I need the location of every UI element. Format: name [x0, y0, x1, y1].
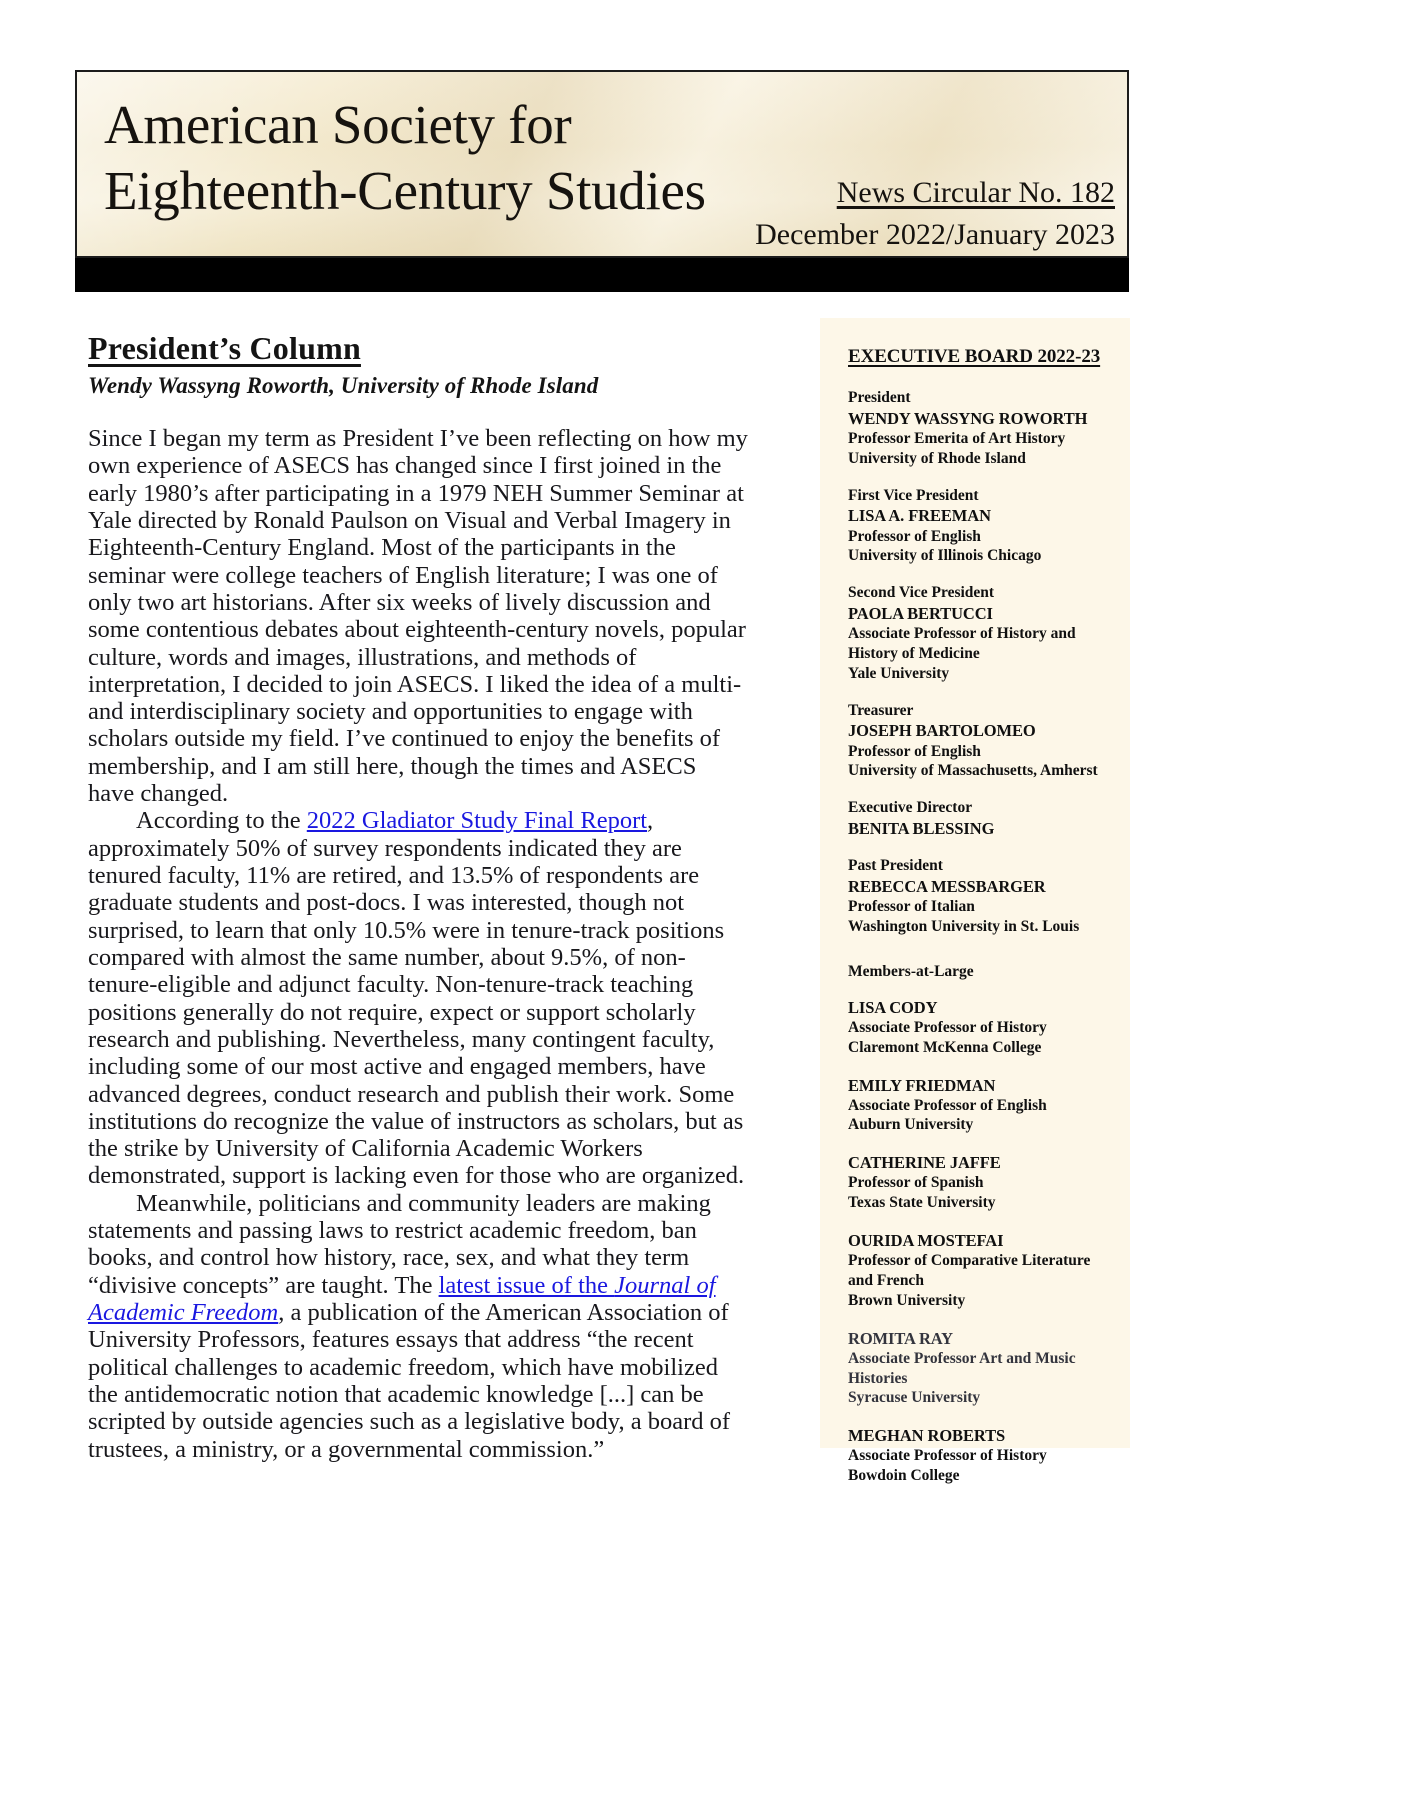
board-member-detail: Bowdoin College — [848, 1467, 960, 1485]
board-member-detail: and French — [848, 1271, 924, 1289]
presidents-column — [88, 330, 748, 1463]
board-entry — [848, 1425, 1110, 1486]
board-entry — [848, 583, 1110, 683]
board-member-detail: History of Medicine — [848, 644, 980, 662]
society-name-line1: American Society for — [104, 94, 572, 155]
board-member-detail: University of Rhode Island — [848, 449, 1026, 467]
board-member-name: REBECCA MESSBARGER — [848, 876, 1046, 896]
board-member-detail: Associate Professor Art and Music — [848, 1349, 1076, 1367]
board-member-name: EMILY FRIEDMAN — [848, 1075, 996, 1095]
board-member-name: OURIDA MOSTEFAI — [848, 1231, 1004, 1251]
board-role: President — [848, 389, 911, 406]
masthead-black-bar — [75, 258, 1129, 292]
board-entry — [848, 701, 1110, 782]
board-member-name: MEGHAN ROBERTS — [848, 1426, 1006, 1446]
board-member-detail: Texas State University — [848, 1194, 996, 1212]
board-entry — [848, 1075, 1110, 1136]
officers-list — [848, 388, 1110, 937]
board-member-detail: Auburn University — [848, 1116, 974, 1134]
society-name-line2: Eighteenth-Century Studies — [104, 160, 706, 221]
link-journal-title: Journal of Academic Freedom — [88, 1271, 716, 1326]
society-name — [104, 92, 844, 224]
board-member-name: WENDY WASSYNG ROWORTH — [848, 408, 1088, 428]
paragraph-3-rest: , a publication of the American Association of University Professors, features essays that address “the recent political challenges to academic freedom, which have mobilized the antidemocratic notion that academic knowledge [...] can be scripted by outside agencies such as a legislative body, a board of trustees, a ministry, or a governmental commission.” — [88, 1299, 731, 1463]
members-at-large-list — [848, 997, 1110, 1486]
board-member-detail: University of Massachusetts, Amherst — [848, 762, 1098, 780]
column-body — [88, 425, 748, 1463]
members-at-large-heading: Members-at-Large — [848, 962, 974, 980]
board-entry — [848, 1230, 1110, 1311]
board-member-name: JOSEPH BARTOLOMEO — [848, 721, 1036, 741]
board-entry — [848, 997, 1110, 1058]
column-byline: Wendy Wassyng Roworth, University of Rhode Island — [88, 373, 599, 398]
executive-board-sidebar — [820, 318, 1130, 1485]
board-member-detail: Syracuse University — [848, 1389, 981, 1407]
paragraph-3-intro: Meanwhile, politicians and community leaders are making statements and passing laws to restrict academic freedom, ban books, and control how history, race, sex, and what they term “divisive concepts” are taught. The — [88, 1189, 711, 1299]
board-member-detail: Professor of Comparative Literature — [848, 1252, 1091, 1270]
board-member-detail: Professor of Italian — [848, 898, 975, 916]
gladiator-study-link[interactable]: 2022 Gladiator Study Final Report — [306, 807, 648, 835]
board-role: First Vice President — [848, 486, 979, 504]
board-entry — [848, 798, 1110, 839]
board-member-detail: Associate Professor of History and — [848, 625, 1076, 643]
board-role: Past President — [848, 857, 943, 875]
board-role: Second Vice President — [848, 584, 995, 602]
board-member-detail: Brown University — [848, 1291, 966, 1309]
board-member-name: PAOLA BERTUCCI — [848, 604, 993, 624]
board-member-detail: Professor Emerita of Art History — [848, 429, 1066, 447]
board-member-detail: Histories — [848, 1369, 908, 1387]
board-member-name: LISA A. FREEMAN — [848, 506, 991, 526]
circular-number: News Circular No. 182 — [836, 176, 1115, 209]
page-title: President’s Column — [88, 330, 361, 366]
board-role: Treasurer — [848, 701, 914, 719]
paragraph-2-intro: According to the — [136, 807, 307, 835]
board-entry — [848, 1328, 1110, 1409]
paragraph-1: Since I began my term as President I’ve been reflecting on how my own experience of ASECS has changed since I first joined in the early 1980’s after participating in a 1979 NEH Summer Seminar at Yale directed by Ronald Paulson on Visual and Verbal Imagery in Eighteenth-Century England. Most of the participants in the seminar were college teachers of English literature; I was one of only two art historians. After six weeks of lively discussion and some contentious debates about eighteenth-century novels, popular culture, words and images, illustrations, and methods of interpretation, I decided to join ASECS. I liked the idea of a multi- and interdisciplinary society and opportunities to engage with scholars outside my field. I’ve continued to enjoy the benefits of membership, and I am still here, though the times and ASECS have changed. — [88, 425, 748, 808]
board-member-detail: Associate Professor of History — [848, 1447, 1047, 1465]
board-member-detail: Associate Professor of English — [848, 1096, 1047, 1114]
paragraph-2-rest: , approximately 50% of survey respondents indicated they are tenured faculty, 11% are retired, and 13.5% of respondents are graduate students and post-docs. I was interested, though not surprised, to learn that only 10.5% were in tenure-track positions compared with almost the same number, about 9.5%, of non-tenure-eligible and adjunct faculty. Non-tenure-track teaching positions generally do not require, expect or support scholarly research and publishing. Nevertheless, many contingent faculty, including some of our most active and engaged members, have advanced degrees, conduct research and publish their work. Some institutions do recognize the value of instructors as scholars, but as the strike by University of California Academic Workers demonstrated, support is lacking even for those who are organized. — [88, 807, 745, 1190]
board-member-detail: Yale University — [848, 664, 950, 682]
masthead-banner — [75, 70, 1129, 258]
board-member-name: CATHERINE JAFFE — [848, 1153, 1001, 1173]
board-member-detail: Associate Professor of History — [848, 1018, 1047, 1036]
paragraph-2 — [88, 807, 748, 1189]
board-member-detail: Washington University in St. Louis — [848, 917, 1080, 935]
board-member-detail: University of Illinois Chicago — [848, 547, 1042, 565]
board-entry — [848, 856, 1110, 937]
board-role: Executive Director — [848, 799, 973, 817]
link-lead-text: latest issue of the — [438, 1271, 615, 1299]
board-member-detail: Claremont McKenna College — [848, 1038, 1042, 1056]
circular-date: December 2022/January 2023 — [755, 217, 1115, 251]
board-member-name: BENITA BLESSING — [848, 819, 995, 839]
sidebar-title: EXECUTIVE BOARD 2022-23 — [848, 346, 1101, 367]
board-entry — [848, 1152, 1110, 1213]
board-entry — [848, 486, 1110, 567]
board-entry — [848, 388, 1110, 469]
board-member-detail: Professor of English — [848, 527, 981, 545]
paragraph-3 — [88, 1190, 748, 1463]
circular-info — [755, 174, 1115, 254]
board-member-detail: Professor of Spanish — [848, 1174, 984, 1192]
board-member-detail: Professor of English — [848, 742, 981, 760]
board-member-name: ROMITA RAY — [848, 1328, 953, 1348]
board-member-name: LISA CODY — [848, 997, 938, 1017]
